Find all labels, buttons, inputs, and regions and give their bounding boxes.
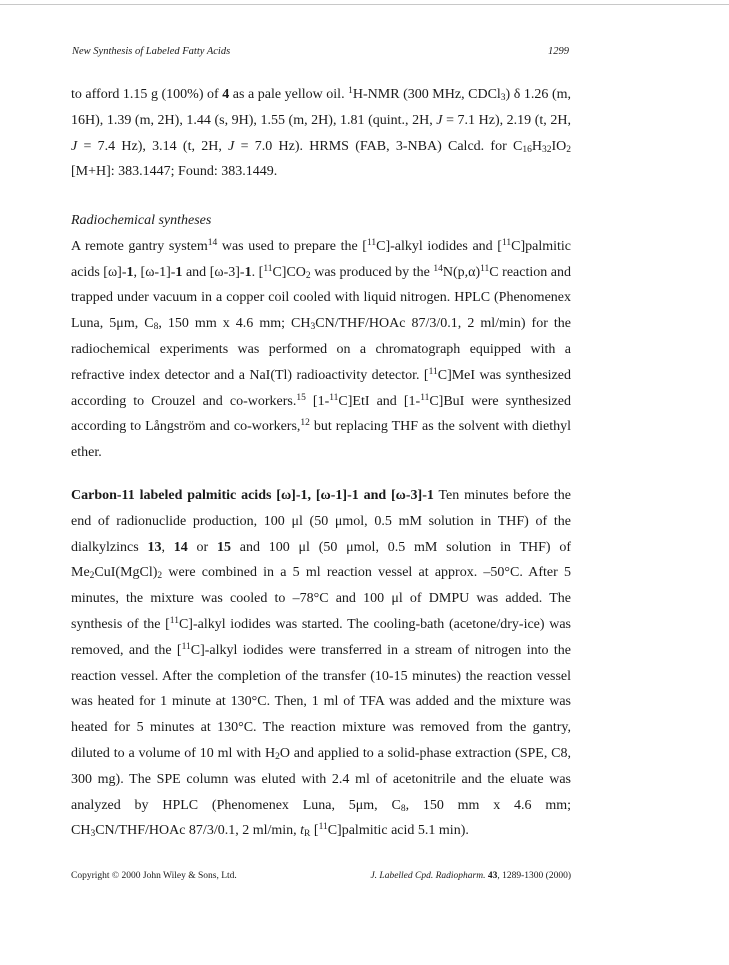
- page-number: 1299: [548, 46, 569, 57]
- copyright: Copyright © 2000 John Wiley & Sons, Ltd.: [71, 871, 237, 881]
- radiochemical-section: [71, 208, 571, 466]
- journal-citation: J. Labelled Cpd. Radiopharm. 43, 1289-1300 (2000): [370, 871, 571, 881]
- running-head: [72, 46, 569, 62]
- carbon11-section: [71, 483, 571, 844]
- characterization-paragraph: to afford 1.15 g (100%) of 4 as a pale yellow oil. $^1$H-NMR (300 MHz, CDCl$_3$) δ 1.26 (m, 16H), 1.39 (m, 2H), 1.44 (s, 9H), 1.55 (m, 2H), 1.81 (quint., 2H, J = 7.1 Hz), 2.19 (t, 2H, J = 7.4 Hz), 3.14 (t, 2H, J = 7.0 Hz). HRMS (FAB, 3-NBA) Calcd. for $C_{16}H_{32}IO_2$ [M+H]: 383.1447; Found: 383.1449.: [71, 86, 572, 180]
- radiochemical-paragraph: A remote gantry system$^{14}$ was used to prepare the [$^{11}$C]-alkyl iodides and [$^{11}$C]palmitic acids [ω]-1, [ω-1]-1 and [ω-3]-1. $[^{11}C]CO_2$ was produced by the $^{14}N(p,\alpha)^{11}C$ reaction and trapped under vacuum in a copper coil cooled with liquid nitrogen. HPLC (Phenomenex Luna, 5μm, $C_8$, 150 mm x 4.6 mm; $CH_3CN/THF$/HOAc 87/3/0.1, 2 ml/min) for the radiochemical experiments was performed on a chromatograph equipped with a refractive index detector and a NaI(Tl) radioactivity detector. [$^{11}$C]MeI was synthesized according to Crouzel and co-workers.$^{15}$ [1-$^{11}$C]EtI and [1-$^{11}$C]BuI were synthesized according to Långström and co-workers,$^{12}$ but replacing THF as the solvent with diethyl ether.: [71, 237, 572, 461]
- carbon11-paragraph: Carbon-11 labeled palmitic acids [ω]-1, [ω-1]-1 and [ω-3]-1 Ten minutes before the end of radionuclide production, 100 μl (50 μmol, 0.5 mM solution in THF) of the dialkylzincs 13, 14 or 15 and 100 μl (50 μmol, 0.5 mM solution in THF) of $Me_2CuI(MgCl)_2$ were combined in a 5 ml reaction vessel at approx. –50°C. After 5 minutes, the mixture was cooled to –78°C and 100 μl of DMPU was added. The synthesis of the [$^{11}$C]-alkyl iodides was started. The cooling-bath (acetone/dry-ice) was removed, and the [$^{11}$C]-alkyl iodides were transferred in a stream of nitrogen into the reaction vessel. After the completion of the transfer (10-15 minutes) the reaction vessel was heated for 1 minute at 130°C. Then, 1 ml of TFA was added and the mixture was heated for 5 minutes at 130°C. The reaction mixture was removed from the gantry, diluted to a volume of 10 ml with $H_2O$ and applied to a solid-phase extraction (SPE, C8, 300 mg). The SPE column was eluted with 2.4 ml of acetonitrile and the eluate was analyzed by HPLC (Phenomenex Luna, 5μm, $C_8$, 150 mm x 4.6 mm; $CH_3CN/THF$/HOAc 87/3/0.1, 2 ml/min, $t_R$ [$^{11}$C]palmitic acid 5.1 min).: [71, 488, 572, 840]
- section-heading: Radiochemical syntheses: [71, 213, 212, 228]
- top-rule: [0, 4, 729, 5]
- running-head-title: New Synthesis of Labeled Fatty Acids: [72, 46, 231, 57]
- compound-number: 4: [222, 87, 230, 102]
